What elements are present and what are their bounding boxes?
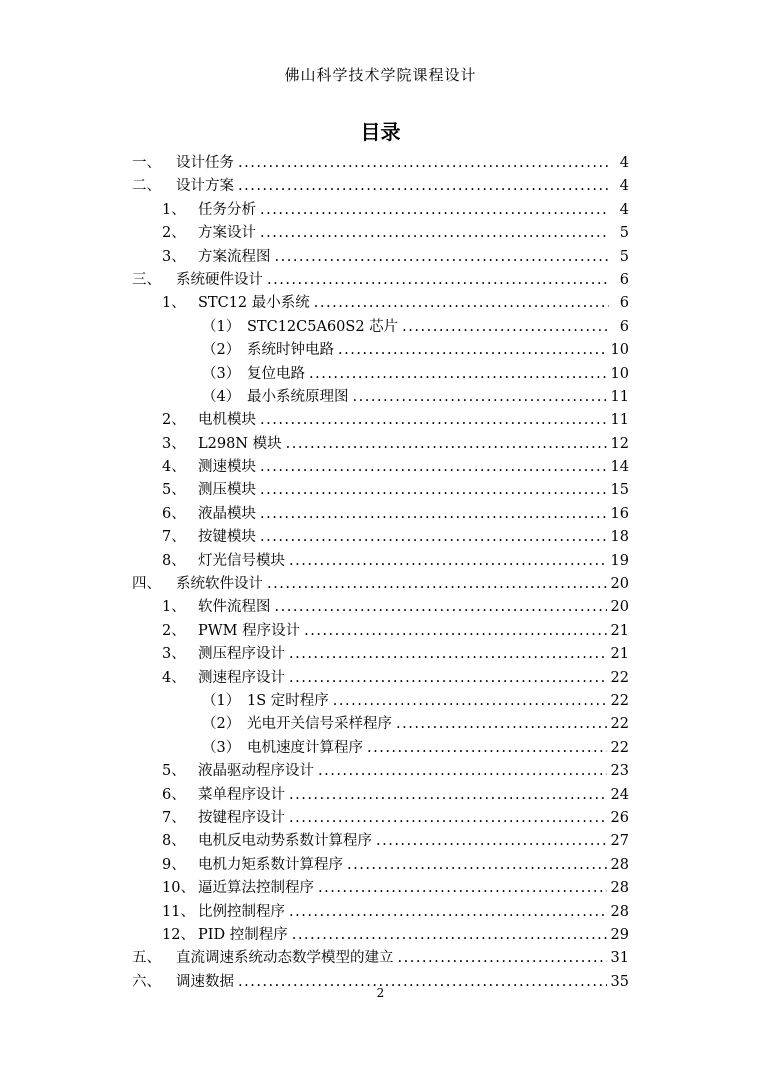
toc-entry-label	[202, 338, 334, 359]
toc-entry-label	[162, 783, 285, 804]
toc-entry-text: 直流调速系统动态数学模型的建立	[176, 950, 394, 967]
toc-dot-leader	[376, 833, 607, 849]
table-of-contents	[132, 151, 629, 993]
toc-entry-page: 5	[619, 225, 629, 242]
toc-entry-page: 10	[610, 342, 629, 359]
toc-entry-label	[202, 689, 329, 710]
toc-entry-page: 10	[610, 365, 629, 382]
toc-dot-leader	[318, 880, 607, 896]
toc-entry-page: 28	[610, 880, 629, 897]
toc-entry[interactable]	[132, 572, 629, 595]
toc-entry-page: 22	[610, 716, 629, 733]
toc-entry-label	[162, 245, 271, 266]
toc-entry-text: 设计任务	[176, 155, 234, 171]
toc-entry-label	[202, 385, 349, 406]
toc-entry-text: 光电开关信号采样程序	[247, 716, 392, 733]
toc-dot-leader	[318, 763, 607, 779]
toc-entry[interactable]	[132, 221, 629, 244]
toc-entry-number: 12、	[162, 926, 195, 943]
toc-entry-page: 11	[610, 412, 629, 429]
toc-entry-label	[132, 174, 234, 195]
toc-entry-number: （2）	[202, 716, 241, 733]
toc-entry-number: 三、	[132, 271, 161, 288]
toc-entry-number: 1、	[162, 295, 186, 312]
toc-entry-text: 方案设计	[198, 225, 256, 242]
toc-dot-leader	[260, 506, 607, 522]
toc-entry-page: 16	[610, 505, 629, 522]
toc-dot-leader	[267, 272, 609, 288]
toc-entry-label	[132, 268, 263, 289]
toc-dot-leader	[304, 623, 606, 639]
toc-entry-number: 5、	[162, 482, 186, 499]
toc-entry[interactable]	[132, 385, 629, 408]
toc-entry-number: 2、	[162, 225, 186, 242]
toc-entry[interactable]	[132, 806, 629, 829]
toc-dot-leader	[260, 482, 607, 498]
toc-entry-text: 灯光信号模块	[198, 552, 285, 569]
toc-entry-page: 14	[610, 459, 629, 476]
toc-entry-label	[202, 736, 363, 757]
toc-entry-number: 7、	[162, 809, 186, 826]
toc-dot-leader	[353, 389, 607, 405]
toc-entry-page: 31	[610, 950, 629, 967]
toc-entry-page: 35	[610, 973, 629, 990]
toc-entry-number: 六、	[132, 973, 161, 990]
toc-entry-number: 1、	[162, 201, 186, 218]
toc-entry-page: 4	[619, 201, 629, 218]
toc-entry-label	[162, 549, 285, 570]
toc-entry-number: 9、	[162, 856, 186, 873]
toc-entry-label	[162, 900, 285, 921]
toc-entry-number: 3、	[162, 646, 186, 663]
toc-entry-number: （1）	[202, 692, 241, 709]
toc-dot-leader	[289, 553, 607, 569]
toc-entry-page: 22	[610, 692, 629, 709]
toc-entry-number: 5、	[162, 763, 186, 780]
toc-entry[interactable]	[132, 923, 629, 946]
toc-entry-label	[202, 362, 305, 383]
toc-entry-label	[162, 642, 285, 663]
toc-entry-page: 11	[610, 388, 629, 405]
toc-entry-text: STC12C5A60S2 芯片	[247, 318, 399, 335]
toc-entry-page: 19	[610, 552, 629, 569]
toc-entry-page: 23	[610, 763, 629, 780]
toc-entry-label	[162, 876, 314, 897]
toc-entry-page: 6	[619, 295, 629, 312]
page-number: 2	[376, 986, 385, 1000]
toc-entry-label	[132, 946, 394, 967]
toc-entry-text: 任务分析	[198, 201, 256, 218]
toc-entry-number: （2）	[202, 342, 241, 359]
toc-entry-page: 15	[610, 482, 629, 499]
toc-entry[interactable]	[132, 946, 629, 969]
toc-entry-page: 5	[619, 248, 629, 265]
toc-entry-number: 二、	[132, 178, 161, 195]
toc-dot-leader	[289, 670, 607, 686]
toc-entry-number: 3、	[162, 248, 186, 265]
toc-entry-number: （3）	[202, 365, 241, 382]
toc-entry[interactable]	[132, 291, 629, 314]
toc-entry-number: （3）	[202, 739, 241, 756]
toc-entry-label	[202, 315, 398, 336]
toc-entry-page: 22	[610, 739, 629, 756]
toc-entry-page: 4	[619, 178, 629, 195]
toc-entry-text: 设计方案	[176, 178, 234, 195]
toc-entry-text: 测速程序设计	[198, 669, 285, 686]
toc-entry-number: （4）	[202, 388, 241, 405]
toc-entry-label	[202, 712, 392, 733]
toc-entry-page: 12	[610, 435, 629, 452]
toc-entry-text: 系统时钟电路	[247, 342, 334, 359]
document-header: 佛山科学技术学院课程设计	[284, 66, 477, 84]
toc-entry[interactable]	[132, 876, 629, 899]
toc-entry[interactable]	[132, 900, 629, 923]
toc-entry-text: STC12 最小系统	[198, 295, 310, 312]
toc-entry-page: 4	[619, 155, 629, 171]
page-title: 目录	[360, 120, 401, 144]
toc-entry-text: PWM 程序设计	[198, 622, 301, 639]
toc-entry-page: 26	[610, 809, 629, 826]
toc-entry[interactable]	[132, 408, 629, 431]
toc-entry-label	[162, 619, 300, 640]
toc-entry-label	[162, 525, 256, 546]
toc-entry-text: 复位电路	[247, 365, 305, 382]
toc-entry-label	[162, 923, 288, 944]
toc-entry-page: 24	[610, 786, 629, 803]
toc-entry-number: 五、	[132, 950, 161, 967]
toc-entry[interactable]	[132, 268, 629, 291]
toc-entry-number: 6、	[162, 786, 186, 803]
toc-entry-text: 逼近算法控制程序	[198, 880, 314, 897]
toc-entry[interactable]	[132, 595, 629, 618]
toc-dot-leader	[260, 202, 609, 218]
toc-entry-text: 系统硬件设计	[176, 271, 263, 288]
toc-entry-page: 28	[610, 856, 629, 873]
toc-entry-label	[162, 455, 256, 476]
toc-dot-leader	[402, 319, 609, 335]
toc-entry-number: 8、	[162, 833, 186, 850]
toc-entry-label	[162, 666, 285, 687]
toc-entry-text: 测压程序设计	[198, 646, 285, 663]
toc-entry-page: 18	[610, 529, 629, 546]
toc-entry[interactable]	[132, 432, 629, 455]
toc-dot-leader	[338, 342, 607, 358]
toc-entry-page: 21	[610, 622, 629, 639]
toc-entry-text: 比例控制程序	[198, 903, 285, 920]
toc-entry-text: 系统软件设计	[176, 576, 263, 593]
toc-entry-label	[162, 432, 282, 453]
toc-dot-leader	[289, 787, 607, 803]
toc-dot-leader	[398, 950, 607, 966]
toc-dot-leader	[267, 576, 607, 592]
toc-entry[interactable]	[132, 619, 629, 642]
toc-entry-text: 液晶模块	[198, 505, 256, 522]
toc-entry-number: 11、	[162, 903, 195, 920]
toc-entry-label	[162, 502, 256, 523]
toc-entry-text: 菜单程序设计	[198, 786, 285, 803]
toc-entry[interactable]	[132, 783, 629, 806]
toc-entry-label	[162, 595, 271, 616]
toc-entry-page: 27	[610, 833, 629, 850]
toc-entry-text: 电机反电动势系数计算程序	[198, 833, 372, 850]
toc-entry-label	[162, 221, 256, 242]
toc-entry[interactable]	[132, 455, 629, 478]
toc-entry-number: 6、	[162, 505, 186, 522]
toc-entry-text: 电机模块	[198, 412, 256, 429]
toc-entry-text: 1S 定时程序	[247, 692, 329, 709]
toc-entry-number: 2、	[162, 412, 186, 429]
toc-entry-text: 方案流程图	[198, 248, 271, 265]
toc-entry[interactable]	[132, 315, 629, 338]
toc-entry-label	[162, 478, 256, 499]
toc-entry-page: 20	[610, 576, 629, 593]
toc-entry[interactable]	[132, 362, 629, 385]
toc-dot-leader	[333, 693, 607, 709]
toc-entry[interactable]	[132, 198, 629, 221]
toc-dot-leader	[289, 904, 607, 920]
toc-entry-page: 6	[619, 318, 629, 335]
toc-entry-label	[132, 572, 263, 593]
toc-entry[interactable]	[132, 525, 629, 548]
toc-entry[interactable]	[132, 642, 629, 665]
toc-entry-number: 一、	[132, 155, 161, 171]
toc-entry-label	[162, 759, 314, 780]
toc-entry-page: 28	[610, 903, 629, 920]
toc-entry-text: 测压模块	[198, 482, 256, 499]
toc-entry-text: 软件流程图	[198, 599, 271, 616]
toc-dot-leader	[260, 529, 607, 545]
toc-entry-number: 8、	[162, 552, 186, 569]
toc-entry-text: 调速数据	[176, 973, 234, 990]
toc-dot-leader	[309, 366, 607, 382]
toc-entry-page: 20	[610, 599, 629, 616]
toc-dot-leader	[289, 646, 607, 662]
toc-entry[interactable]	[132, 174, 629, 197]
toc-entry-label	[132, 151, 234, 172]
toc-dot-leader	[260, 225, 609, 241]
toc-entry-label	[162, 853, 343, 874]
toc-entry-label	[162, 198, 256, 219]
toc-dot-leader	[238, 178, 609, 194]
toc-entry[interactable]	[132, 502, 629, 525]
toc-entry[interactable]	[132, 736, 629, 759]
toc-entry[interactable]	[132, 478, 629, 501]
toc-entry[interactable]	[132, 689, 629, 712]
toc-entry-text: 按键模块	[198, 529, 256, 546]
toc-entry-number: 四、	[132, 576, 161, 593]
toc-entry-text: 电机力矩系数计算程序	[198, 856, 343, 873]
toc-entry-text: 电机速度计算程序	[247, 739, 363, 756]
toc-entry-page: 29	[610, 926, 629, 943]
toc-entry[interactable]	[132, 759, 629, 782]
toc-dot-leader	[275, 249, 610, 265]
toc-entry[interactable]	[132, 829, 629, 852]
toc-entry-page: 6	[619, 271, 629, 288]
toc-entry-text: 液晶驱动程序设计	[198, 763, 314, 780]
toc-entry-text: PID 控制程序	[198, 926, 288, 943]
toc-dot-leader	[260, 459, 607, 475]
toc-entry-number: 3、	[162, 435, 186, 452]
toc-entry-number: 7、	[162, 529, 186, 546]
toc-entry-label	[162, 291, 310, 312]
toc-dot-leader	[286, 436, 607, 452]
toc-entry-text: 最小系统原理图	[247, 388, 349, 405]
toc-dot-leader	[314, 295, 609, 311]
toc-entry-label	[162, 806, 285, 827]
toc-dot-leader	[367, 740, 607, 756]
toc-entry-text: 按键程序设计	[198, 809, 285, 826]
toc-dot-leader	[347, 857, 607, 873]
toc-entry-label	[162, 408, 256, 429]
toc-entry-page: 21	[610, 646, 629, 663]
toc-entry[interactable]	[132, 245, 629, 268]
toc-entry-number: 1、	[162, 599, 186, 616]
toc-entry[interactable]	[132, 853, 629, 876]
toc-dot-leader	[275, 599, 607, 615]
toc-entry[interactable]	[132, 549, 629, 572]
toc-entry-number: 4、	[162, 459, 186, 476]
toc-entry[interactable]	[132, 338, 629, 361]
toc-dot-leader	[396, 716, 607, 732]
toc-entry-text: L298N 模块	[198, 435, 282, 452]
toc-entry-number: 10、	[162, 880, 195, 897]
toc-entry[interactable]	[132, 712, 629, 735]
toc-dot-leader	[292, 927, 607, 943]
toc-entry[interactable]	[132, 151, 629, 174]
toc-entry-page: 22	[610, 669, 629, 686]
toc-entry-number: （1）	[202, 318, 241, 335]
toc-entry-number: 2、	[162, 622, 186, 639]
toc-entry[interactable]	[132, 666, 629, 689]
toc-dot-leader	[289, 810, 607, 826]
toc-entry-number: 4、	[162, 669, 186, 686]
toc-entry-text: 测速模块	[198, 459, 256, 476]
toc-dot-leader	[260, 412, 607, 428]
toc-dot-leader	[238, 155, 609, 171]
toc-entry-label	[162, 829, 372, 850]
